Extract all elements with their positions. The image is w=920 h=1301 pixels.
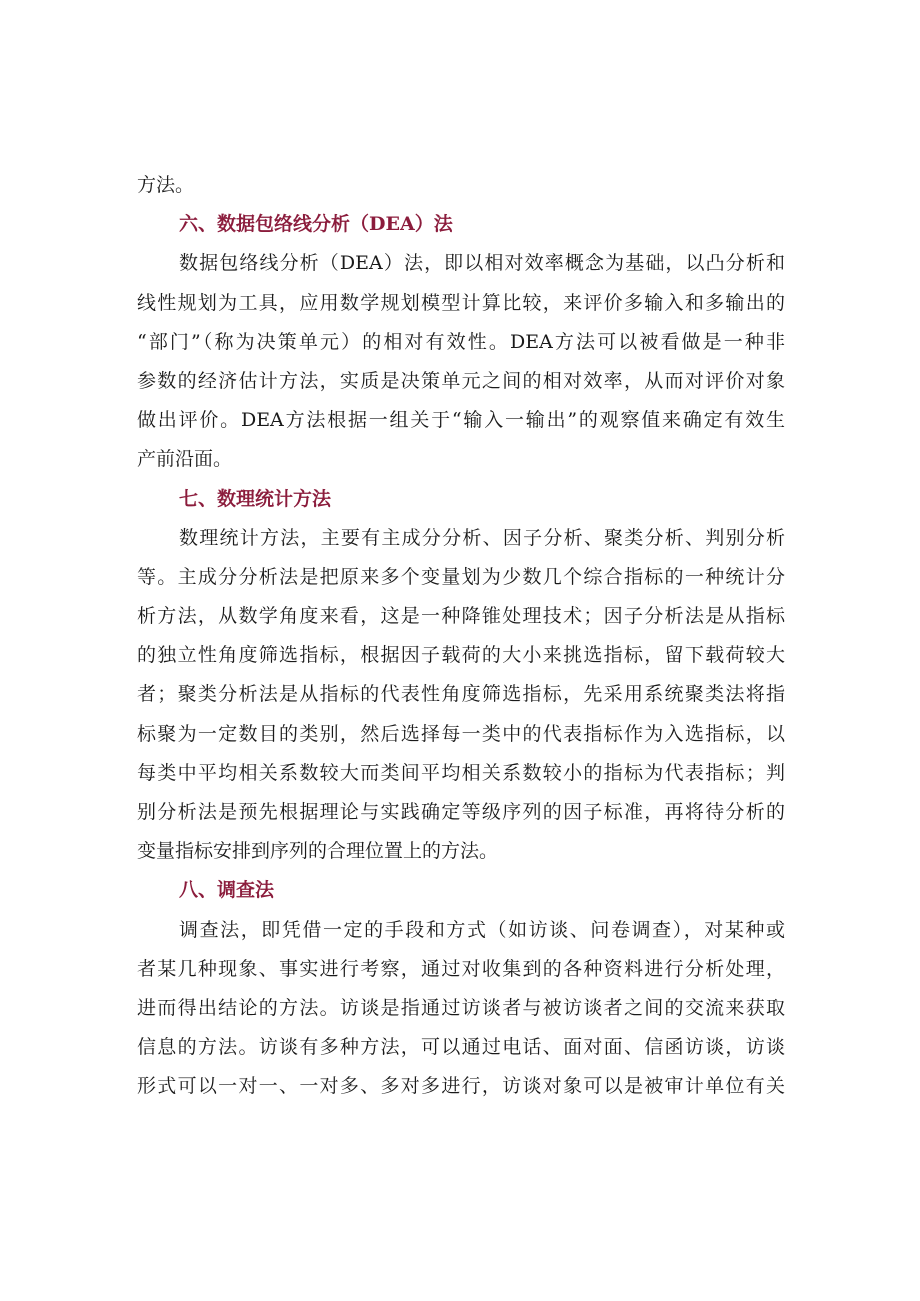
section-heading-dea: 六、数据包络线分析（DEA）法 bbox=[179, 213, 453, 236]
intro-line: 方法。 bbox=[137, 174, 195, 196]
paragraph-line: 别分析法是预先根据理论与实践确定等级序列的因子标准，再将待分析的 bbox=[137, 801, 785, 823]
paragraph-line: “部门”（称为决策单元）的相对有效性。DEA方法可以被看做是一种非 bbox=[137, 330, 785, 353]
paragraph-line: 信息的方法。访谈有多种方法，可以通过电话、面对面、信函访谈，访谈 bbox=[137, 1036, 785, 1059]
paragraph-line: 数理统计方法，主要有主成分分析、因子分析、聚类分析、判别分析 bbox=[179, 526, 785, 549]
paragraph-line: 析方法，从数学角度来看，这是一种降锥处理技术；因子分析法是从指标 bbox=[137, 605, 785, 628]
paragraph-line: 参数的经济估计方法，实质是决策单元之间的相对效率，从而对评价对象 bbox=[137, 369, 785, 392]
paragraph-line: 产前沿面。 bbox=[137, 448, 233, 471]
paragraph-line: 的独立性角度筛选指标，根据因子载荷的大小来挑选指标，留下载荷较大 bbox=[137, 644, 785, 667]
paragraph-line: 线性规划为工具，应用数学规划模型计算比较，来评价多输入和多输出的 bbox=[137, 291, 785, 314]
paragraph-line: 标聚为一定数目的类别，然后选择每一类中的代表指标作为入选指标，以 bbox=[137, 722, 785, 745]
paragraph-line: 等。主成分分析法是把原来多个变量划为少数几个综合指标的一种统计分 bbox=[137, 565, 785, 588]
paragraph-line: 变量指标安排到序列的合理位置上的方法。 bbox=[137, 840, 499, 863]
section-heading-statistics: 七、数理统计方法 bbox=[179, 487, 332, 510]
paragraph-line: 者某几种现象、事实进行考察，通过对收集到的各种资料进行分析处理， bbox=[137, 957, 785, 980]
paragraph-line: 进而得出结论的方法。访谈是指通过访谈者与被访谈者之间的交流来获取 bbox=[137, 996, 785, 1019]
paragraph-line: 每类中平均相关系数较大而类间平均相关系数较小的指标为代表指标；判 bbox=[137, 761, 785, 784]
paragraph-line: 数据包络线分析（DEA）法，即以相对效率概念为基础，以凸分析和 bbox=[179, 252, 785, 275]
paragraph-line: 做出评价。DEA方法根据一组关于“输入一输出”的观察值来确定有效生 bbox=[137, 409, 785, 432]
document-page bbox=[137, 166, 785, 1107]
paragraph-line: 者；聚类分析法是从指标的代表性角度筛选指标，先采用系统聚类法将指 bbox=[137, 683, 785, 706]
paragraph-line: 调查法，即凭借一定的手段和方式（如访谈、问卷调查），对某种或 bbox=[179, 918, 785, 941]
section-heading-survey: 八、调查法 bbox=[179, 879, 275, 902]
paragraph-line: 形式可以一对一、一对多、多对多进行，访谈对象可以是被审计单位有关 bbox=[137, 1075, 785, 1098]
